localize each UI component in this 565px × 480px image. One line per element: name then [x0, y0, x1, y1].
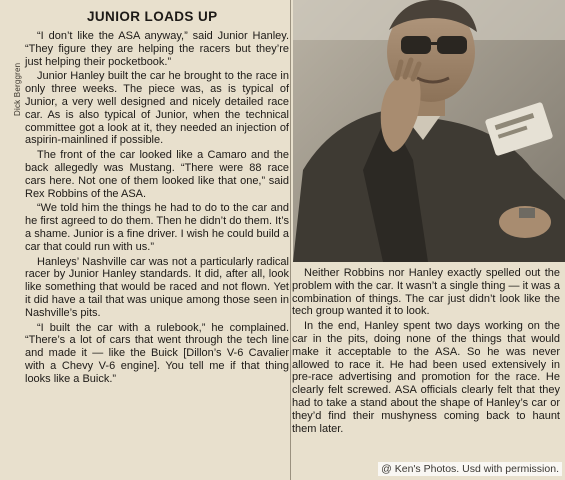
photo-credit: @ Ken's Photos. Usd with permission.	[378, 462, 562, 476]
paragraph: “We told him the things he had to do to the car and he first agreed to do them. Then he didn’t do them. It’s a shame. Junior is a fine driver. I wish he could build a car that could run with us.”	[25, 202, 289, 253]
paragraph: “I don’t like the ASA anyway,” said Junior Hanley. “They figure they are helping the racers but they’re just helping their pocketbook.”	[25, 30, 289, 68]
paragraph: The front of the car looked like a Camaro and the back allegedly was Mustang. “There were 88 race cars here. Not one of them looked like that one,” said Rex Robbins of the ASA.	[25, 149, 289, 200]
left-article-text	[25, 30, 289, 388]
headline: JUNIOR LOADS UP	[87, 9, 218, 24]
paragraph: In the end, Hanley spent two days working on the car in the pits, doing none of the things that would make it acceptable to the ASA. So he was never allowed to race it. He had been used extensively in pre-race advertising and promotion for the race. He clearly felt screwed. ASA officials clearly felt that they had to take a stand about the shape of Hanley’s car or they’d find their mushyness coming back to haunt them later.	[292, 320, 560, 435]
portrait-illustration	[293, 0, 565, 262]
paragraph: Neither Robbins nor Hanley exactly spelled out the problem with the car. It wasn’t a single thing — it was a combination of things. The car just didn’t look like the tech group wanted it to look.	[292, 267, 560, 318]
paragraph: “I built the car with a rulebook,” he complained. “There’s a lot of cars that went through the tech line and made it — like the Buick [Dillon’s V-6 Cavalier with a Chevy V-6 engine]. You tell me if that thing looks like a Buick.”	[25, 321, 289, 385]
right-article-text	[292, 267, 560, 437]
paragraph: Junior Hanley built the car he brought to the race in only three weeks. The piece was, as is typical of Junior, a very well designed and nicely detailed race car. As is also typical of Junior, when the technical committee got a look at it, they needed an injection of aspirin-mainlined if possible.	[25, 70, 289, 147]
paragraph: Hanleys’ Nashville car was not a particularly radical racer by Junior Hanley standards. It did, after all, look like something that would be raced and not flown. Yet it did have a tail that was unique among those seen in Nashville’s pits.	[25, 255, 289, 319]
left-column	[13, 0, 289, 480]
byline: Dick Berggren	[13, 62, 22, 116]
photo-junior-hanley	[293, 0, 565, 262]
column-divider	[290, 0, 291, 480]
